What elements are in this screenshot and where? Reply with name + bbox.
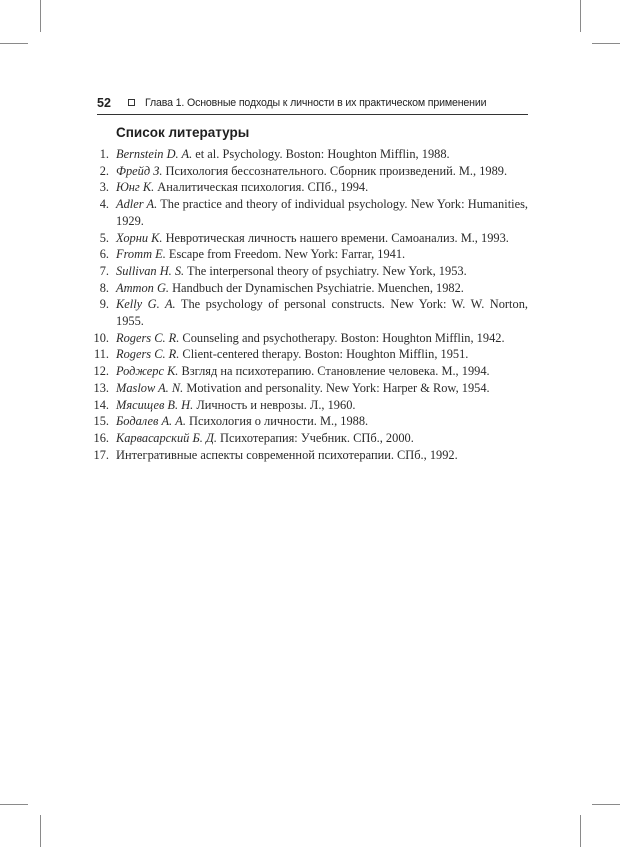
ref-author: Sullivan H. S.	[116, 263, 185, 278]
ref-number: 3.	[99, 180, 109, 195]
list-item	[90, 146, 528, 163]
list-item	[90, 163, 528, 180]
list-item	[90, 296, 528, 329]
ref-number: 5.	[99, 230, 109, 245]
ref-number: 10.	[93, 330, 109, 345]
list-item	[90, 196, 528, 229]
list-item	[90, 179, 528, 196]
list-item	[90, 447, 528, 464]
ref-author: Карвасарский Б. Д.	[116, 430, 217, 445]
ref-text: Аналитическая психология. СПб., 1994.	[154, 180, 369, 195]
square-bullet-icon	[128, 99, 135, 106]
ref-author: Maslow A. N.	[116, 380, 184, 395]
ref-number: 17.	[93, 447, 109, 462]
running-head	[97, 94, 528, 115]
crop-mark-bottom-right	[580, 815, 581, 847]
ref-text: Motivation and personality. New York: Harper & Row, 1954.	[183, 380, 490, 395]
ref-author: Kelly G. A.	[116, 297, 176, 312]
crop-mark-bottom-left-h	[0, 804, 28, 805]
ref-author: Rogers C. R.	[116, 330, 180, 345]
crop-mark-top-left	[40, 0, 41, 32]
ref-text: Counseling and psychotherapy. Boston: Houghton Mifflin, 1942.	[179, 330, 505, 345]
list-item	[90, 280, 528, 297]
ref-text: Интегративные аспекты современной психотерапии. СПб., 1992.	[116, 447, 458, 462]
ref-text: Психология о личности. М., 1988.	[185, 414, 369, 429]
ref-text: The interpersonal theory of psychiatry. New York, 1953.	[184, 263, 467, 278]
list-item	[90, 380, 528, 397]
ref-author: Ammon G.	[116, 280, 169, 295]
crop-mark-bottom-left	[40, 815, 41, 847]
ref-text: Невротическая личность нашего времени. Самоанализ. М., 1993.	[162, 230, 509, 245]
ref-author: Adler A.	[116, 197, 158, 212]
ref-number: 11.	[93, 347, 109, 362]
ref-text: The practice and theory of individual psychology. New York: Humanities, 1929.	[116, 197, 528, 228]
list-item	[90, 413, 528, 430]
ref-author: Юнг К.	[116, 180, 155, 195]
ref-text: Handbuch der Dynamischen Psychiatrie. Muenchen, 1982.	[169, 280, 464, 295]
list-item	[90, 346, 528, 363]
crop-mark-top-right-h	[592, 43, 620, 44]
ref-number: 4.	[99, 197, 109, 212]
ref-text: Личность и неврозы. Л., 1960.	[193, 397, 356, 412]
ref-text: Психология бессознательного. Сборник произведений. М., 1989.	[162, 163, 508, 178]
ref-author: Bernstein D. A.	[116, 147, 193, 161]
ref-author: Бодалев А. А.	[116, 414, 186, 429]
ref-author: Fromm E.	[116, 247, 166, 262]
ref-author: Rogers C. R.	[116, 347, 180, 362]
ref-number: 15.	[93, 414, 109, 429]
crop-mark-top-right	[580, 0, 581, 32]
ref-number: 9.	[99, 297, 109, 312]
ref-number: 8.	[99, 280, 109, 295]
crop-mark-top-left-h	[0, 43, 28, 44]
ref-number: 6.	[99, 247, 109, 262]
list-item	[90, 363, 528, 380]
ref-number: 7.	[99, 263, 109, 278]
ref-number: 1.	[99, 147, 109, 161]
reference-list	[90, 146, 528, 463]
ref-text: Client-centered therapy. Boston: Houghton Mifflin, 1951.	[179, 347, 469, 362]
list-item	[90, 246, 528, 263]
ref-number: 2.	[99, 163, 109, 178]
crop-mark-bottom-right-h	[592, 804, 620, 805]
ref-text: Взгляд на психотерапию. Становление человека. М., 1994.	[178, 364, 490, 379]
ref-text: Escape from Freedom. New York: Farrar, 1941.	[165, 247, 406, 262]
ref-author: Роджерс К.	[116, 364, 179, 379]
section-title: Список литературы	[116, 125, 250, 140]
ref-text: et al. Psychology. Boston: Houghton Mifflin, 1988.	[192, 147, 450, 161]
ref-text: The psychology of personal constructs. New York: W. W. Norton, 1955.	[116, 297, 528, 329]
ref-text: Психотерапия: Учебник. СПб., 2000.	[216, 430, 414, 445]
list-item	[90, 430, 528, 447]
page-number: 52	[97, 96, 111, 110]
ref-author: Хорни К.	[116, 230, 163, 245]
chapter-title: Глава 1. Основные подходы к личности в их практическом применении	[145, 97, 487, 109]
list-item	[90, 230, 528, 247]
list-item	[90, 330, 528, 347]
ref-number: 14.	[93, 397, 109, 412]
ref-number: 16.	[93, 430, 109, 445]
list-item	[90, 263, 528, 280]
ref-number: 12.	[93, 364, 109, 379]
ref-author: Мясищев В. Н.	[116, 397, 194, 412]
list-item	[90, 397, 528, 414]
ref-number: 13.	[93, 380, 109, 395]
ref-author: Фрейд З.	[116, 163, 163, 178]
